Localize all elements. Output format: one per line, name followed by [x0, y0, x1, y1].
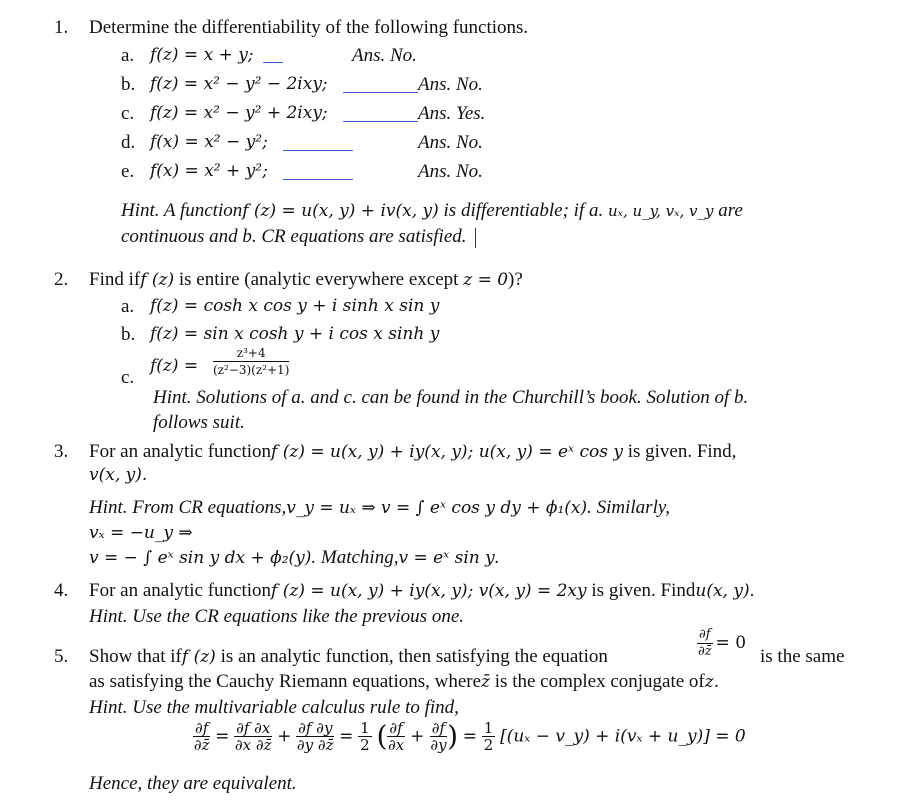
q1-item-a-answer: Ans. No. — [352, 45, 417, 66]
q1-item-c-answer: Ans. Yes. — [418, 103, 486, 124]
q3-text-c: is given. Find, — [622, 441, 737, 462]
q3-hint3-c: v = eˣ sin y — [398, 548, 495, 568]
q5-text-a: Show that if — [89, 646, 182, 667]
q1-item-a-label: a. — [121, 45, 135, 66]
link-underline — [263, 62, 283, 63]
q3-text-b: f (z) = u(x, y) + iy(x, y); u(x, y) = eˣ cos y — [271, 442, 623, 462]
q2-text-c: is entire (analytic everywhere except — [174, 269, 464, 290]
q2-number: 2. — [54, 269, 69, 290]
q5-eq-denominator: ∂z̄ — [697, 644, 712, 659]
q5-eq-rhs: = 0 — [715, 632, 747, 653]
q3-hint3-a: v = − ∫ eˣ sin y dx + ϕ₂(y) — [89, 548, 312, 568]
q4-hint: Hint. Use the CR equations like the previous one. — [89, 606, 464, 627]
q3-number: 3. — [54, 441, 69, 462]
q1-item-d-answer: Ans. No. — [418, 132, 483, 153]
q1-item-b-label: b. — [121, 74, 136, 95]
q4-number: 4. — [54, 580, 69, 601]
q3-hint3-d: . — [494, 547, 500, 568]
half-den: 2 — [360, 736, 370, 754]
q2-item-c-lhs: f(z) = — [150, 356, 199, 376]
q2-text-b: f (z) — [140, 270, 175, 290]
q2-hint-line2: follows suit. — [153, 412, 245, 433]
q5-text-c: is an analytic function, then satisfying the equation — [215, 646, 608, 667]
q5-eq-numerator: ∂f — [699, 627, 711, 642]
q1-item-d-expr: f(x) = x² − y²; — [150, 132, 268, 152]
q1-hint-line1 — [121, 200, 743, 222]
f3-num: ∂f ∂y — [298, 719, 333, 737]
q4-text — [89, 580, 754, 602]
q3-hint3-b: . Matching, — [311, 547, 399, 568]
link-underline — [343, 121, 418, 122]
formula-tail: [(uₓ − v_y) + i(vₓ + u_y)] = 0 — [500, 726, 746, 747]
q4-text-c: is given. Find — [586, 580, 696, 601]
q3-hint-c: . Similarly, — [587, 497, 670, 518]
q5-line2-c: is the complex conjugate of — [490, 671, 705, 692]
q3-text-a: For an analytic function — [89, 441, 272, 462]
q2-item-a-label: a. — [121, 296, 135, 317]
q1-item-d-label: d. — [121, 132, 136, 153]
f1-den: ∂z̄ — [193, 736, 210, 754]
q5-text — [89, 646, 608, 668]
text-cursor — [475, 228, 476, 248]
p1-num: ∂f — [389, 719, 403, 737]
half2-den: 2 — [483, 736, 494, 754]
q2-text — [89, 269, 523, 291]
q4-text-d: u(x, y) — [695, 581, 750, 601]
q5-text-b: f (z) — [181, 647, 216, 667]
q2-c-numerator: z³+4 — [213, 345, 289, 362]
q1-item-b-answer: Ans. No. — [418, 74, 483, 95]
f2-num: ∂f ∂x — [236, 719, 271, 737]
q5-line2-d: z. — [704, 672, 720, 692]
p1-den: ∂x — [387, 736, 405, 754]
q2-hint-line1: Hint. Solutions of a. and c. can be found in the Churchill’s book. Solution of b. — [153, 387, 749, 408]
q1-item-a-expr: f(z) = x + y; — [150, 45, 254, 65]
q2-item-a-expr: f(z) = cosh x cos y + i sinh x sin y — [150, 296, 440, 316]
q1-item-e-expr: f(x) = x² + y²; — [150, 161, 268, 181]
q1-hint-line2 — [121, 226, 476, 248]
q3-hint-a: Hint. From CR equations, — [89, 497, 287, 518]
q1-hint-a: Hint. A function — [121, 200, 243, 221]
link-underline — [283, 179, 353, 180]
p2-den: ∂y — [430, 736, 447, 754]
f1-num: ∂f — [195, 719, 209, 737]
p2-num: ∂f — [431, 719, 446, 737]
q1-hint-d: uₓ, u_y, vₓ, v_y — [607, 202, 714, 220]
q1-item-b-expr: f(z) = x² − y² − 2ixy; — [150, 74, 328, 94]
q5-formula: $\frac{\partial f}{\partial z̄}$ = $\frac{\partial f \partial x}{\partial x \partial z̄}$ + $\frac{\partial f \partial y}{\partial y \partial z̄}$ = $\frac{1}{2}$ ( $\frac{\partial f}{\partial x}$ + $\frac{\partial f}{\partial y}$ ) = $\frac{1}{2}$ [(uₓ − v_y) + i(vₓ + u_y)] = 0 — [193, 719, 746, 754]
q1-number: 1. — [54, 17, 69, 38]
q2-item-c-frac — [213, 345, 289, 378]
q2-item-b-label: b. — [121, 324, 136, 345]
f2-den: ∂x ∂z̄ — [234, 736, 272, 754]
q1-text: Determine the differentiability of the following functions. — [89, 17, 529, 38]
link-underline — [343, 92, 418, 93]
f3-den: ∂y ∂z̄ — [296, 736, 334, 754]
q1-item-c-expr: f(z) = x² − y² + 2ixy; — [150, 103, 328, 123]
q2-text-a: Find if — [89, 269, 141, 290]
q2-item-c-label: c. — [121, 367, 135, 388]
q1-item-c-label: c. — [121, 103, 135, 124]
q5-equation — [697, 627, 746, 660]
q5-line2-b: z̄ — [481, 672, 491, 692]
q4-text-e: . — [749, 580, 755, 601]
q3-hint-line1 — [89, 497, 670, 519]
q4-text-b: f (z) = u(x, y) + iy(x, y); v(x, y) = 2xy — [271, 581, 587, 601]
q3-hint-b: v_y = uₓ ⇒ v = ∫ eˣ cos y dy + ϕ₁(x) — [286, 498, 588, 518]
q5-line2 — [89, 671, 719, 693]
q3-hint-line3 — [89, 547, 500, 569]
q5-hint: Hint. Use the multivariable calculus rule to find, — [89, 697, 459, 718]
q1-hint-e: are — [713, 200, 743, 221]
q2-text-e: )? — [508, 269, 523, 290]
half-num: 1 — [360, 719, 370, 737]
q2-item-b-expr: f(z) = sin x cosh y + i cos x sinh y — [150, 324, 440, 344]
q5-conclusion: Hence, they are equivalent. — [89, 773, 297, 794]
q2-c-denominator: (z²−3)(z²+1) — [213, 363, 290, 377]
link-underline — [283, 150, 353, 151]
q5-text-d: is the same — [760, 646, 845, 667]
half2-num: 1 — [483, 719, 494, 737]
q1-hint-b: f (z) = u(x, y) + iv(x, y) — [242, 201, 439, 221]
q1-hint2: continuous and b. CR equations are satisfied. — [121, 226, 467, 247]
q1-hint-c: is differentiable; if a. — [438, 200, 608, 221]
q3-hint-line2: vₓ = −u_y ⇒ — [89, 523, 193, 543]
q5-number: 5. — [54, 646, 69, 667]
q3-text — [89, 441, 736, 463]
q2-text-d: z = 0 — [463, 270, 509, 290]
q5-line2-a: as satisfying the Cauchy Riemann equations, where — [89, 671, 482, 692]
q1-item-e-label: e. — [121, 161, 135, 182]
q4-text-a: For an analytic function — [89, 580, 272, 601]
q3-line2: v(x, y). — [89, 465, 148, 485]
q1-item-e-answer: Ans. No. — [418, 161, 483, 182]
